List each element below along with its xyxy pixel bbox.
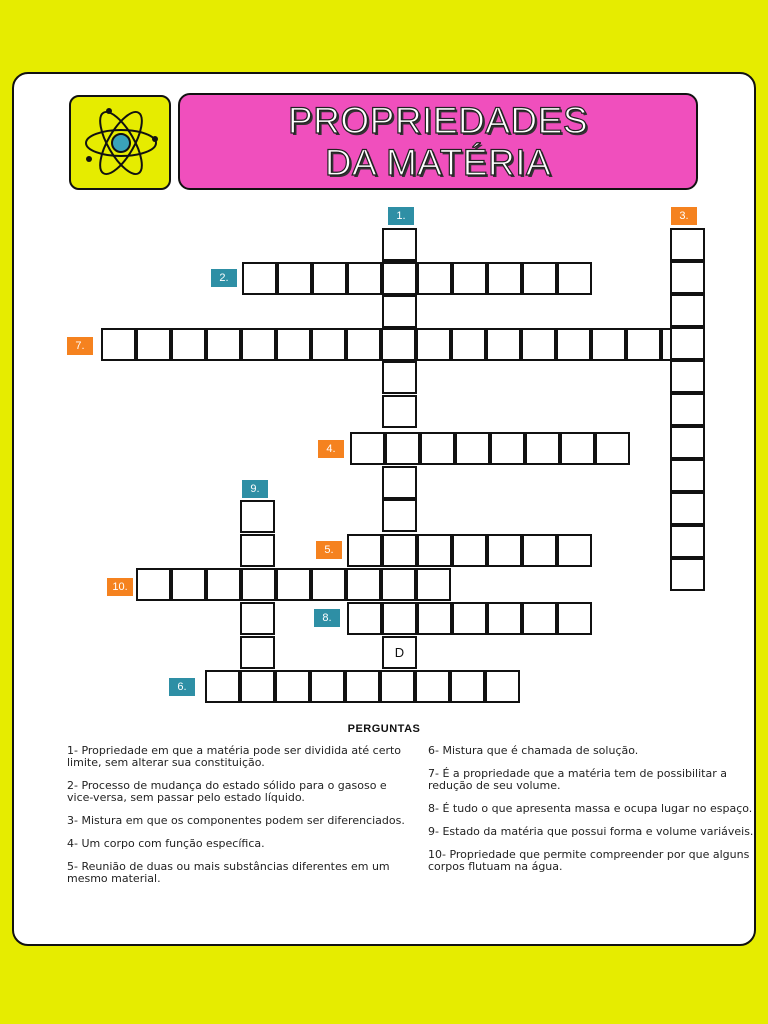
- word-2-cell[interactable]: [312, 262, 347, 295]
- word-3-cell[interactable]: [670, 360, 705, 393]
- word-4-cell[interactable]: [595, 432, 630, 465]
- word-6-cell[interactable]: [485, 670, 520, 703]
- word-7-cell[interactable]: [171, 328, 206, 361]
- word-8-cell[interactable]: [382, 602, 417, 635]
- word-6-cell[interactable]: [205, 670, 240, 703]
- word-6-cell[interactable]: [415, 670, 450, 703]
- word-1-cell[interactable]: D: [382, 636, 417, 669]
- word-8-cell[interactable]: [487, 602, 522, 635]
- word-3-cell[interactable]: [670, 294, 705, 327]
- number-5-label: 5.: [316, 541, 342, 559]
- word-10-cell[interactable]: [171, 568, 206, 601]
- word-9-cell[interactable]: [240, 534, 275, 567]
- word-6-cell[interactable]: [450, 670, 485, 703]
- word-9-cell[interactable]: [240, 500, 275, 533]
- number-1-label: 1.: [388, 207, 414, 225]
- word-5-cell[interactable]: [522, 534, 557, 567]
- word-7-cell[interactable]: [136, 328, 171, 361]
- word-2-cell[interactable]: [557, 262, 592, 295]
- number-3-label: 3.: [671, 207, 697, 225]
- word-4-cell[interactable]: [350, 432, 385, 465]
- word-10-cell[interactable]: [136, 568, 171, 601]
- word-6-cell[interactable]: [310, 670, 345, 703]
- number-9-label: 9.: [242, 480, 268, 498]
- word-2-cell[interactable]: [452, 262, 487, 295]
- word-2-cell[interactable]: [382, 262, 417, 295]
- question-8: 8- É tudo o que apresenta massa e ocupa lugar no espaço.: [428, 802, 753, 815]
- number-2-label: 2.: [211, 269, 237, 287]
- word-3-cell[interactable]: [670, 327, 705, 360]
- word-2-cell[interactable]: [522, 262, 557, 295]
- word-1-cell[interactable]: [382, 295, 417, 328]
- word-2-cell[interactable]: [487, 262, 522, 295]
- questions-right-column: [428, 745, 768, 884]
- word-7-cell[interactable]: [451, 328, 486, 361]
- title-banner: [178, 93, 698, 190]
- logo-badge: [69, 95, 171, 190]
- word-4-cell[interactable]: [420, 432, 455, 465]
- word-1-cell[interactable]: [382, 499, 417, 532]
- word-3-cell[interactable]: [670, 228, 705, 261]
- word-6-cell[interactable]: [345, 670, 380, 703]
- number-8-label: 8.: [314, 609, 340, 627]
- number-7-label: 7.: [67, 337, 93, 355]
- word-1-cell[interactable]: [382, 361, 417, 394]
- word-8-cell[interactable]: [347, 602, 382, 635]
- questions-left-column: [67, 745, 412, 896]
- word-3-cell[interactable]: [670, 459, 705, 492]
- word-1-cell[interactable]: [382, 228, 417, 261]
- question-3: 3- Mistura em que os componentes podem ser diferenciados.: [67, 814, 405, 827]
- word-10-cell[interactable]: [206, 568, 241, 601]
- word-5-cell[interactable]: [347, 534, 382, 567]
- question-7: 7- É a propriedade que a matéria tem de possibilitar a redução de seu volume.: [428, 767, 727, 792]
- word-3-cell[interactable]: [670, 426, 705, 459]
- question-4: 4- Um corpo com função específica.: [67, 837, 265, 850]
- word-4-cell[interactable]: [525, 432, 560, 465]
- word-7-cell[interactable]: [346, 328, 381, 361]
- word-7-cell[interactable]: [101, 328, 136, 361]
- word-8-cell[interactable]: [452, 602, 487, 635]
- question-10: 10- Propriedade que permite compreender por que alguns corpos flutuam na água.: [428, 848, 750, 873]
- questions-heading: PERGUNTAS: [347, 723, 421, 735]
- question-5: 5- Reunião de duas ou mais substâncias diferentes em um mesmo material.: [67, 860, 390, 885]
- word-4-cell[interactable]: [385, 432, 420, 465]
- word-6-cell[interactable]: [380, 670, 415, 703]
- word-1-cell[interactable]: [382, 395, 417, 428]
- word-2-cell[interactable]: [347, 262, 382, 295]
- word-7-cell[interactable]: [521, 328, 556, 361]
- word-5-cell[interactable]: [557, 534, 592, 567]
- word-7-cell[interactable]: [416, 328, 451, 361]
- word-3-cell[interactable]: [670, 558, 705, 591]
- word-8-cell[interactable]: [417, 602, 452, 635]
- word-8-cell[interactable]: [557, 602, 592, 635]
- word-7-cell[interactable]: [381, 328, 416, 361]
- page-title: PROPRIEDADES DA MATÉRIA: [287, 99, 588, 183]
- word-3-cell[interactable]: [670, 492, 705, 525]
- word-5-cell[interactable]: [452, 534, 487, 567]
- word-5-cell[interactable]: [487, 534, 522, 567]
- word-10-cell[interactable]: [381, 568, 416, 601]
- word-3-cell[interactable]: [670, 261, 705, 294]
- word-10-cell[interactable]: [311, 568, 346, 601]
- word-7-cell[interactable]: [206, 328, 241, 361]
- word-5-cell[interactable]: [382, 534, 417, 567]
- word-7-cell[interactable]: [276, 328, 311, 361]
- word-9-cell[interactable]: [240, 602, 275, 635]
- word-7-cell[interactable]: [311, 328, 346, 361]
- word-10-cell[interactable]: [276, 568, 311, 601]
- word-1-cell[interactable]: [382, 466, 417, 499]
- word-9-cell[interactable]: [240, 636, 275, 669]
- question-6: 6- Mistura que é chamada de solução.: [428, 744, 639, 757]
- word-10-cell[interactable]: [241, 568, 276, 601]
- number-10-label: 10.: [107, 578, 133, 596]
- word-6-cell[interactable]: [275, 670, 310, 703]
- word-7-cell[interactable]: [591, 328, 626, 361]
- word-3-cell[interactable]: [670, 393, 705, 426]
- number-4-label: 4.: [318, 440, 344, 458]
- word-2-cell[interactable]: [277, 262, 312, 295]
- word-7-cell[interactable]: [241, 328, 276, 361]
- word-4-cell[interactable]: [560, 432, 595, 465]
- question-2: 2- Processo de mudança do estado sólido para o gasoso e vice-versa, sem passar pelo estado líquido.: [67, 779, 387, 804]
- atom-icon: [71, 97, 169, 188]
- word-2-cell[interactable]: [242, 262, 277, 295]
- word-3-cell[interactable]: [670, 525, 705, 558]
- word-7-cell[interactable]: [486, 328, 521, 361]
- question-1: 1- Propriedade em que a matéria pode ser dividida até certo limite, sem alterar sua constituição.: [67, 744, 402, 769]
- word-10-cell[interactable]: [416, 568, 451, 601]
- number-6-label: 6.: [169, 678, 195, 696]
- word-10-cell[interactable]: [346, 568, 381, 601]
- word-2-cell[interactable]: [417, 262, 452, 295]
- word-7-cell[interactable]: [556, 328, 591, 361]
- question-9: 9- Estado da matéria que possui forma e volume variáveis.: [428, 825, 754, 838]
- word-6-cell[interactable]: [240, 670, 275, 703]
- word-5-cell[interactable]: [417, 534, 452, 567]
- word-4-cell[interactable]: [455, 432, 490, 465]
- word-8-cell[interactable]: [522, 602, 557, 635]
- word-4-cell[interactable]: [490, 432, 525, 465]
- word-7-cell[interactable]: [626, 328, 661, 361]
